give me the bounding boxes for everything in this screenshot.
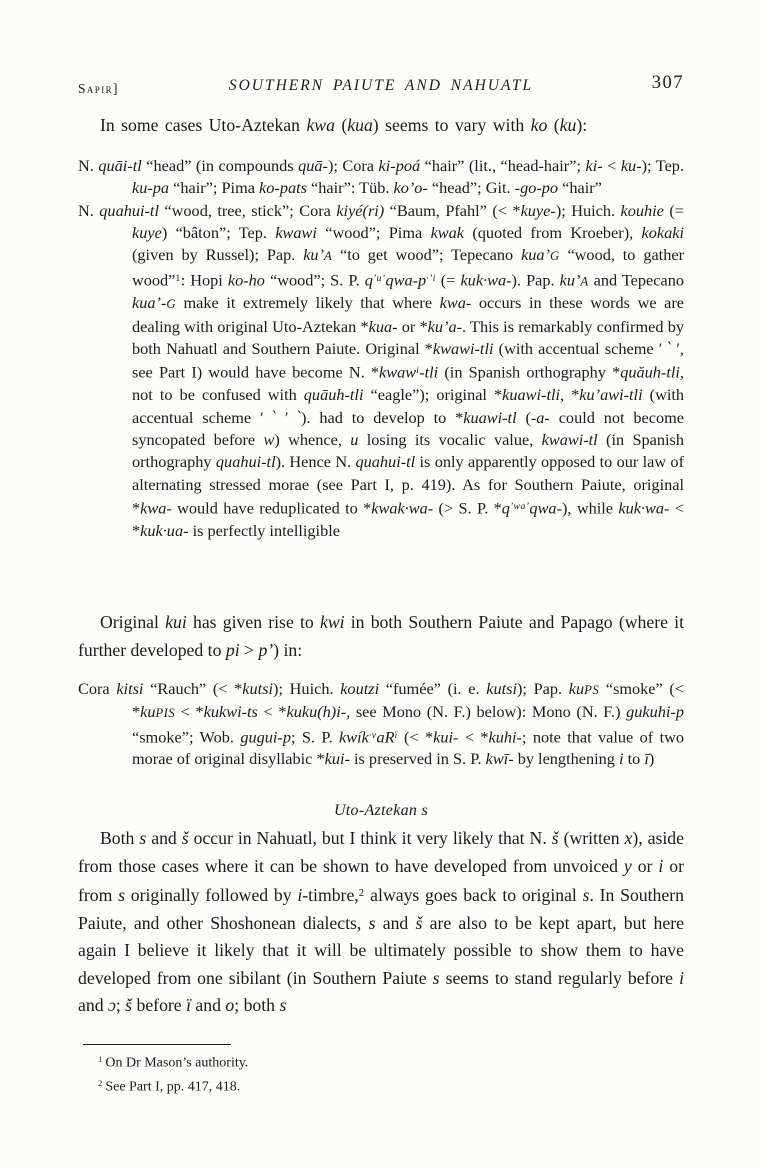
entry-smoke-word: Cora kitsi “Rauch” (< *kutsi); Huich. koutzi “fumée” (i. e. kutsi); Pap. kuPS “smoke” (< *kuPIS < *kukwi-ts < *kuku(h)i-, see Mono (N. F.) below): Mono (N. F.) gukuhi-p “smoke”; Wob. gugui-p; S. P. $kwík^{\cdot v}aR^ï$ (< *kui- < *kuhi-; note that value of two morae of original disyllabic *kui- is preserved in S. P. kwī- by lengthening i to ī) — [78, 679, 685, 769]
footnote-2-marker: 2 — [98, 1078, 103, 1089]
footnote-1-text: On Dr Mason’s authority. — [105, 1055, 249, 1071]
entry-head-word: N. quāi-tl “head” (in compounds quā-); Cora ki-poá “hair” (lit., “head-hair”; ki- < ku-); Tep. ku-pa “hair”; Pima ko-pats “hair”: Tüb. ko’o- “head”; Git. -go-po “hair” — [78, 156, 685, 198]
footnote-1 — [98, 1049, 684, 1073]
section-heading: Uto-Aztekan s — [333, 802, 429, 819]
cognate-entry-list-kwa — [78, 155, 684, 542]
footnote-rule — [83, 1044, 231, 1045]
intro-paragraph: In some cases Uto-Aztekan kwa (kua) seems to vary with ko (ku): — [100, 115, 588, 135]
running-head-author: Sapir] — [78, 81, 119, 96]
footnotes — [78, 1049, 684, 1098]
footnote-1-marker: 1 — [98, 1054, 103, 1064]
page-number: 307 — [651, 73, 684, 93]
footnote-2 — [98, 1073, 684, 1097]
page-header — [78, 73, 684, 100]
cognate-entry-list-smoke — [78, 678, 684, 771]
footnote-2-text: See Part I, pp. 417, 418. — [105, 1079, 241, 1095]
entry-wood-word: N. quahui-tl “wood, tree, stick”; Cora kiyé(ri) “Baum, Pfahl” (< *kuye-); Huich. kouhie (= kuye) “bâton”; Tep. kwawi “wood”; Pima kwak (quoted from Kroeber), kokaki (given by Russel); Pap. ku’A “to get wood”; Tepecano kua’G “wood, to gather wood”$^1$: Hopi ko-ho “wood”; S. P. $q^{’u’}qwa-p^{\cdot’i}$ (= kuk·wa-). Pap. ku’A and Tepecano kua’-G make it extremely likely that where kwa- occurs in these words we are dealing with original Uto-Aztekan *kua- or *ku’a-. This is remarkably confirmed by both Nahuatl and Southern Paiute. Original *kwawi-tli (with accentual scheme ′ ‵ ′, see Part I) would have become N. *kwaw$^i$-tli (in Spanish orthography *quăuh-tli, not to be confused with quāuh-tli “eagle”); original *kuawi-tli, *ku’awi-tli (with accentual scheme ′ ‵ ′ ‵). had to develop to *kuawi-tl (-a- could not become syncopated before w) whence, u losing its vocalic value, kwawi-tl (in Spanish orthography quahui-tl). Hence N. quahui-tl is only apparently opposed to our law of alternating stressed morae (see Part I, p. 419). As for Southern Paiute, original *kwa- would have reduplicated to *kwak·wa- (> S. P. $*q^{’wa’}qwa-$), while kuk·wa- < *kuk·ua- is perfectly intelligible — [78, 200, 685, 540]
sibilant-paragraph: Both s and š occur in Nahuatl, but I think it very likely that N. š (written x), aside from those cases where it can be shown to have developed from unvoiced y or i or from s originally followed by i-timbre,$^2$ always goes back to original s. In Southern Paiute, and other Shoshonean dialects, s and š are also to be kept apart, but here again I believe it likely that it will be ultimately possible to show them to have developed from one sibilant (in Southern Paiute s seems to stand regularly before i and ɔ; š before ï and o; both s — [78, 828, 685, 1016]
running-head-title: SOUTHERN PAIUTE AND NAHUATL — [228, 77, 534, 94]
kui-paragraph: Original kui has given rise to kwi in both Southern Paiute and Papago (where it further developed to pi > p’) in: — [78, 612, 684, 660]
